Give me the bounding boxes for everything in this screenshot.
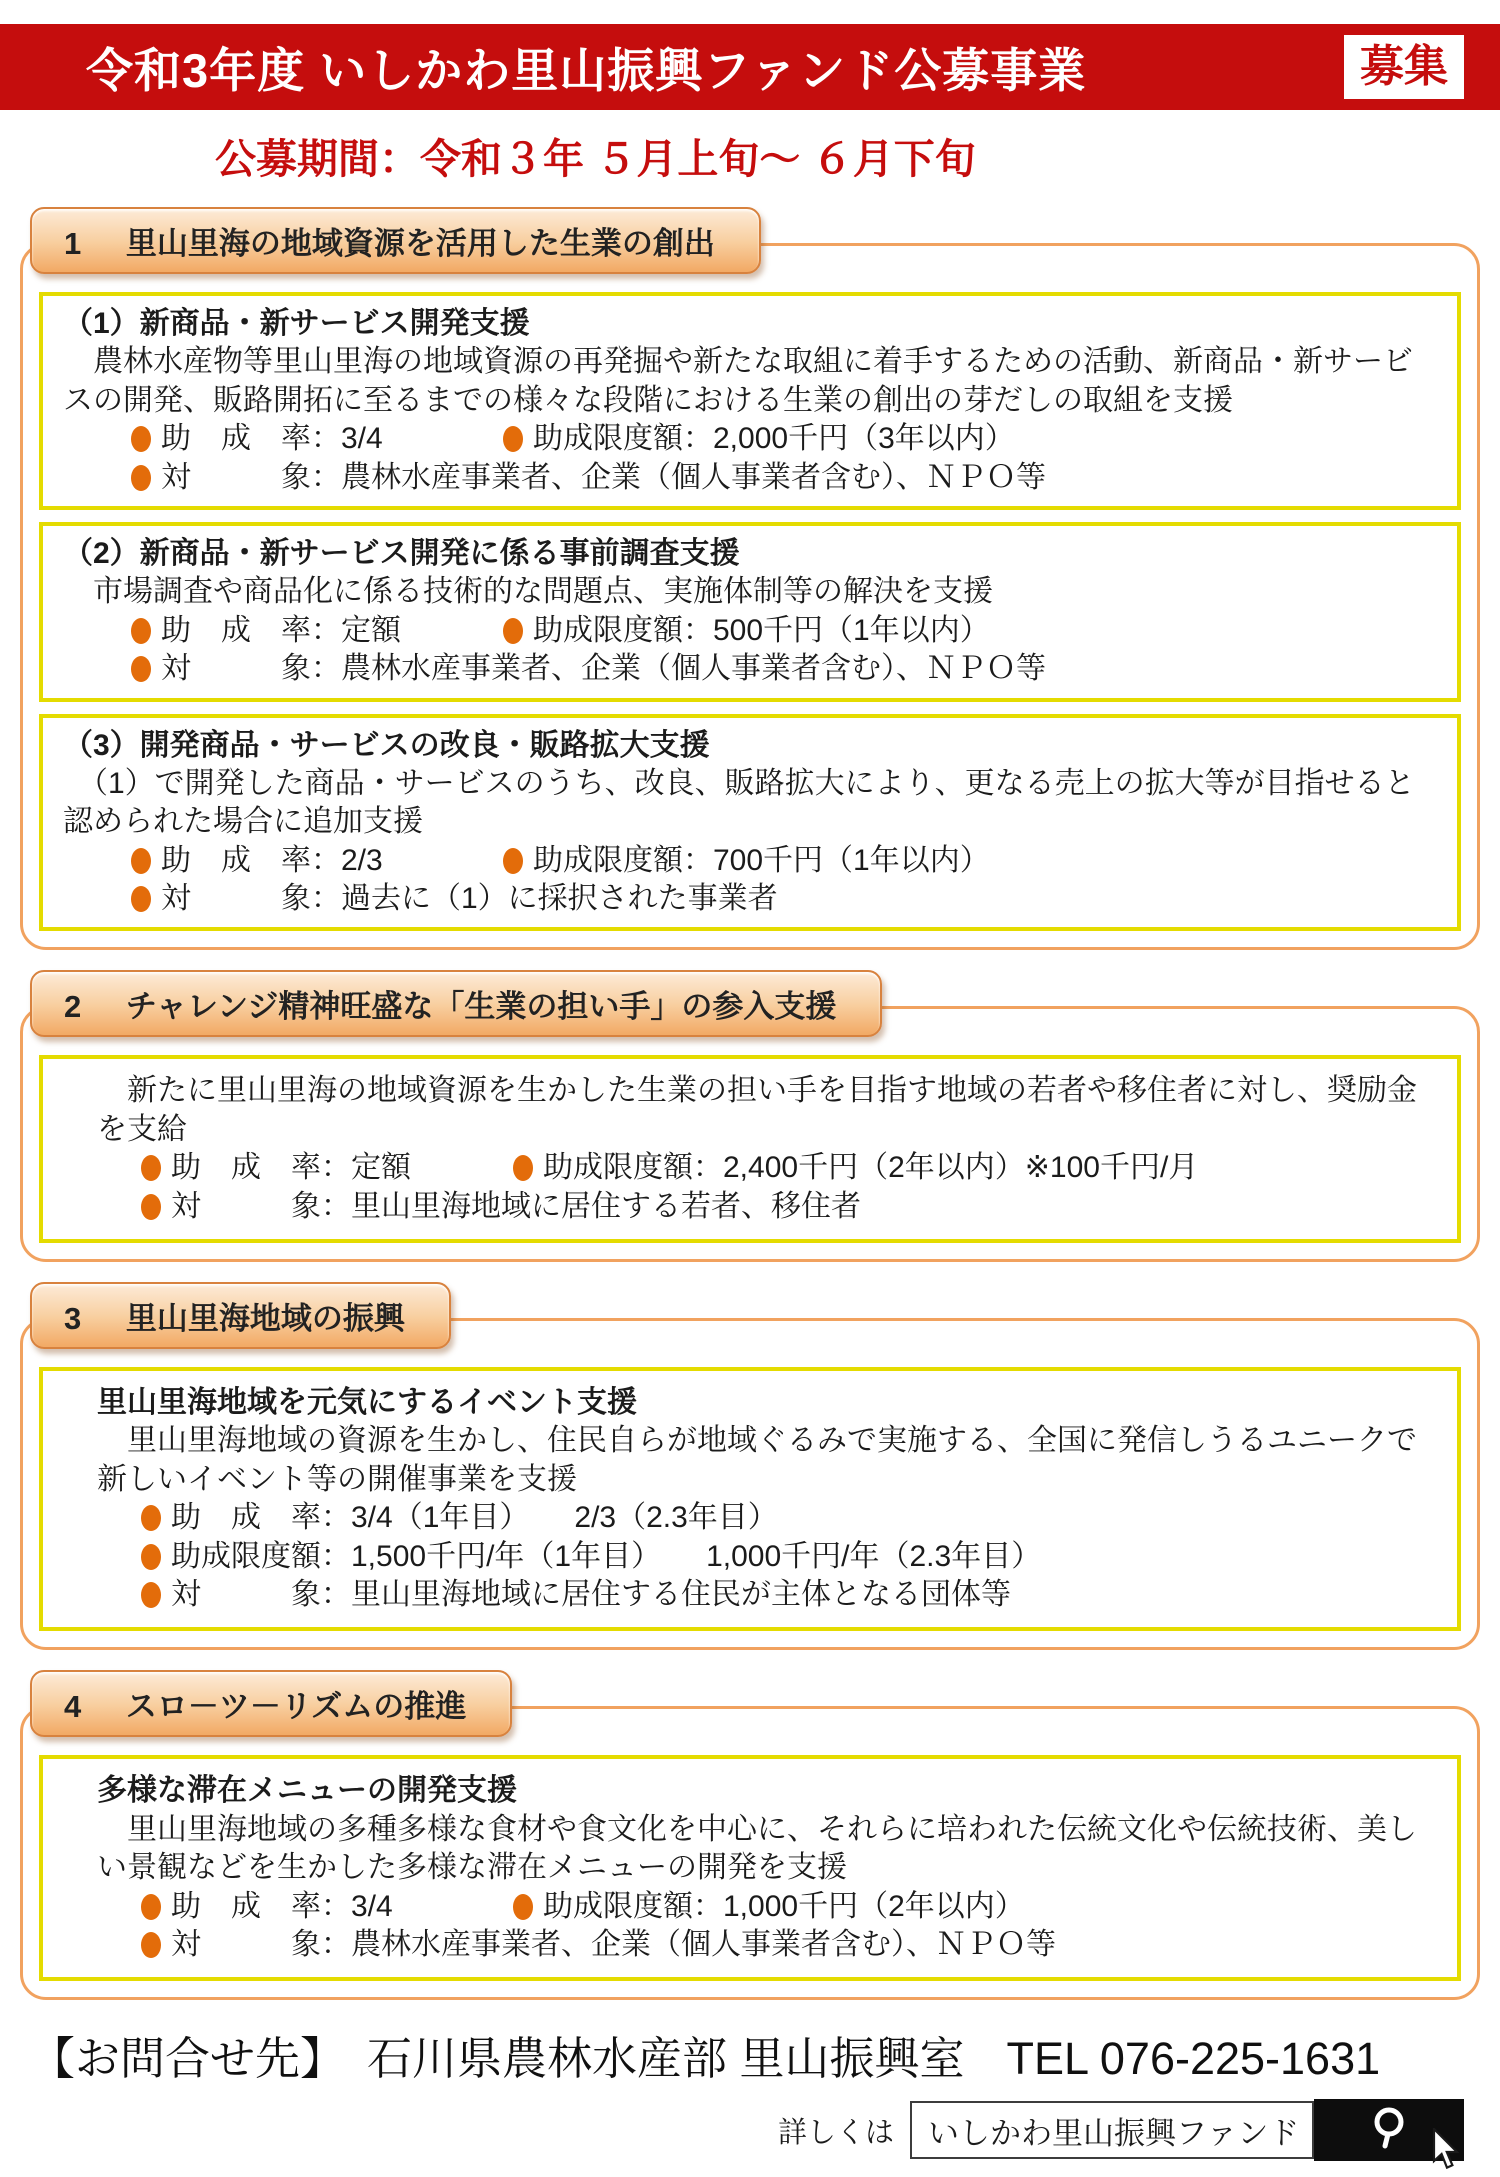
bullet-icon — [131, 465, 151, 491]
bullet-icon — [503, 618, 523, 644]
bullet-icon — [131, 618, 151, 644]
section-number: 2 — [64, 989, 82, 1025]
section-3-tab — [30, 1282, 451, 1349]
section-title: 里山里海地域の振興 — [125, 1301, 405, 1337]
contact-office: 石川県農林水産部 里山振興室 — [367, 2033, 965, 2084]
bullet-icon — [141, 1505, 161, 1531]
mouse-cursor-icon — [1432, 2128, 1466, 2177]
search-input[interactable] — [910, 2101, 1314, 2159]
grant-target — [141, 1576, 1011, 1614]
bullet-text: 助成限度額：2,400千円（2年以内）※100千円/月 — [543, 1151, 1199, 1185]
search-button[interactable] — [1314, 2099, 1464, 2161]
program-description: 里山里海地域の資源を生かし、住民自らが地域ぐるみで実施する、全国に発信しうるユニークで新しいイベント等の開催事業を支援 — [97, 1424, 1417, 1496]
bullet-line — [141, 1188, 1437, 1226]
section-3 — [20, 1282, 1480, 1650]
program-description: 里山里海地域の多種多様な食材や食文化を中心に、それらに培われた伝統文化や伝統技術、美しい景観などを生かした多様な滞在メニューの開発を支援 — [97, 1812, 1417, 1885]
program-description: 市場調査や商品化に係る技術的な問題点、実施体制等の解決を支援 — [63, 575, 993, 609]
program-box-1-2 — [39, 522, 1461, 702]
bullet-line — [141, 1926, 1437, 1964]
grant-target — [131, 650, 1046, 688]
bullet-icon — [513, 1894, 533, 1920]
header-bar — [0, 24, 1500, 110]
bullet-text: 助 成 率：定額 — [171, 1151, 411, 1185]
grant-limit — [503, 842, 990, 880]
program-box-1-1 — [39, 292, 1461, 510]
bullet-text: 助成限度額：1,000千円（2年以内） — [543, 1889, 1025, 1923]
section-number: 3 — [64, 1301, 82, 1337]
section-title: 里山里海の地域資源を活用した生業の創出 — [125, 226, 715, 261]
bullet-text: 対 象：過去に（1）に採択された事業者 — [161, 882, 778, 916]
section-2-panel — [20, 1006, 1480, 1262]
bullet-icon — [513, 1155, 533, 1181]
program-description: （1）で開発した商品・サービスのうち、改良、販路拡大により、更なる売上の拡大等が目指せると認められた場合に追加支援 — [63, 766, 1415, 839]
section-title: スロ－ツ－リズムの推進 — [125, 1689, 467, 1725]
section-number: 4 — [64, 1689, 82, 1725]
bullet-icon — [131, 848, 151, 874]
grant-target — [131, 880, 778, 918]
contact-label: 【お問合せ先】 — [30, 2033, 346, 2084]
grant-rate — [141, 1149, 513, 1187]
bullet-icon — [141, 1932, 161, 1958]
bullet-text: 対 象：農林水産事業者、企業（個人事業者含む）、ＮＰＯ等 — [161, 652, 1046, 686]
magnifier-icon — [1366, 2105, 1412, 2156]
bullet-text: 助 成 率：2/3 — [161, 843, 383, 877]
bullet-line — [141, 1149, 1437, 1187]
grant-limit — [513, 1149, 1198, 1187]
grant-limit — [141, 1538, 1041, 1576]
grant-rate — [131, 842, 503, 880]
search-query-text: いしかわ里山振興ファンド — [928, 2115, 1300, 2151]
bullet-line — [141, 1499, 1437, 1537]
bullet-text: 助成限度額：700千円（1年以内） — [533, 843, 990, 877]
section-4-panel — [20, 1706, 1480, 2000]
bullet-text: 助成限度額：1,500千円/年（1年目） 1,000千円/年（2.3年目） — [171, 1539, 1042, 1573]
bullet-line — [131, 612, 1437, 650]
grant-rate — [131, 612, 503, 650]
contact-info — [30, 2022, 1500, 2087]
bullet-line — [131, 420, 1437, 458]
bullet-icon — [503, 426, 523, 452]
bullet-line — [131, 880, 1437, 918]
program-heading: （1）新商品・新サービス開発支援 — [63, 307, 530, 340]
bullet-icon — [131, 886, 151, 912]
section-1-panel — [20, 243, 1480, 950]
bullet-text: 対 象：里山里海地域に居住する住民が主体となる団体等 — [171, 1577, 1011, 1611]
grant-limit — [503, 420, 1015, 458]
bullet-line — [141, 1888, 1437, 1926]
grant-limit — [503, 612, 990, 650]
bullet-icon — [141, 1582, 161, 1608]
section-4 — [20, 1670, 1480, 2000]
bullet-text: 助成限度額：2,000千円（3年以内） — [533, 422, 1015, 456]
bullet-text: 助成限度額：500千円（1年以内） — [533, 613, 990, 647]
grant-target — [141, 1188, 861, 1226]
bullet-line — [131, 650, 1437, 688]
grant-target — [141, 1926, 1056, 1964]
application-period: 公募期間：令和３年 ５月上旬～ ６月下旬 — [215, 136, 976, 182]
program-heading: 里山里海地域を元気にするイベント支援 — [97, 1386, 637, 1420]
program-heading: （3）開発商品・サービスの改良・販路拡大支援 — [63, 728, 710, 762]
section-1-tab — [30, 207, 761, 274]
grant-rate — [141, 1499, 778, 1537]
bullet-line — [131, 459, 1437, 497]
grant-rate — [141, 1888, 513, 1926]
program-box-3-1 — [39, 1367, 1461, 1631]
section-2 — [20, 970, 1480, 1262]
program-description: 新たに里山里海の地域資源を生かした生業の担い手を目指す地域の若者や移住者に対し、奨励金を支給 — [97, 1074, 1417, 1146]
bullet-text: 助 成 率：3/4（1年目） 2/3（2.3年目） — [171, 1501, 778, 1535]
grant-rate — [131, 420, 503, 458]
recruitment-badge: 募集 — [1344, 35, 1464, 99]
bullet-line — [141, 1576, 1437, 1614]
program-box-2-1 — [39, 1055, 1461, 1243]
program-box-1-3 — [39, 714, 1461, 932]
bullet-text: 助 成 率：定額 — [161, 613, 401, 647]
bullet-icon — [141, 1894, 161, 1920]
bullet-icon — [503, 848, 523, 874]
footer — [0, 2022, 1500, 2161]
program-description: 農林水産物等里山里海の地域資源の再発掘や新たな取組に着手するための活動、新商品・新サービスの開発、販路開拓に至るまでの様々な段階における生業の創出の芽だしの取組を支援 — [63, 345, 1413, 417]
bullet-text: 対 象：農林水産事業者、企業（個人事業者含む）、ＮＰＯ等 — [161, 460, 1046, 494]
bullet-text: 助 成 率：3/4 — [161, 422, 383, 456]
search-row — [0, 2099, 1464, 2161]
section-1 — [20, 207, 1480, 950]
search-label: 詳しくは — [777, 2116, 894, 2149]
program-heading: 多様な滞在メニューの開発支援 — [97, 1774, 517, 1808]
contact-tel: TEL 076-225-1631 — [1006, 2033, 1381, 2084]
section-number: 1 — [64, 226, 82, 261]
section-3-panel — [20, 1318, 1480, 1650]
program-box-4-1 — [39, 1755, 1461, 1981]
bullet-line — [141, 1538, 1437, 1576]
bullet-icon — [141, 1544, 161, 1570]
bullet-icon — [131, 426, 151, 452]
section-4-tab — [30, 1670, 512, 1737]
page-title: 令和3年度 いしかわ里山振興ファンド公募事業 — [86, 43, 1087, 97]
bullet-icon — [131, 656, 151, 682]
bullet-text: 助 成 率：3/4 — [171, 1889, 393, 1923]
bullet-text: 対 象：里山里海地域に居住する若者、移住者 — [171, 1189, 861, 1223]
grant-limit — [513, 1888, 1025, 1926]
bullet-text: 対 象：農林水産事業者、企業（個人事業者含む）、ＮＰＯ等 — [171, 1927, 1056, 1961]
bullet-line — [131, 842, 1437, 880]
bullet-icon — [141, 1194, 161, 1220]
grant-target — [131, 459, 1046, 497]
section-title: チャレンジ精神旺盛な「生業の担い手」の参入支援 — [125, 989, 837, 1025]
section-2-tab — [30, 970, 882, 1037]
bullet-icon — [141, 1155, 161, 1181]
program-heading: （2）新商品・新サービス開発に係る事前調査支援 — [63, 536, 740, 570]
